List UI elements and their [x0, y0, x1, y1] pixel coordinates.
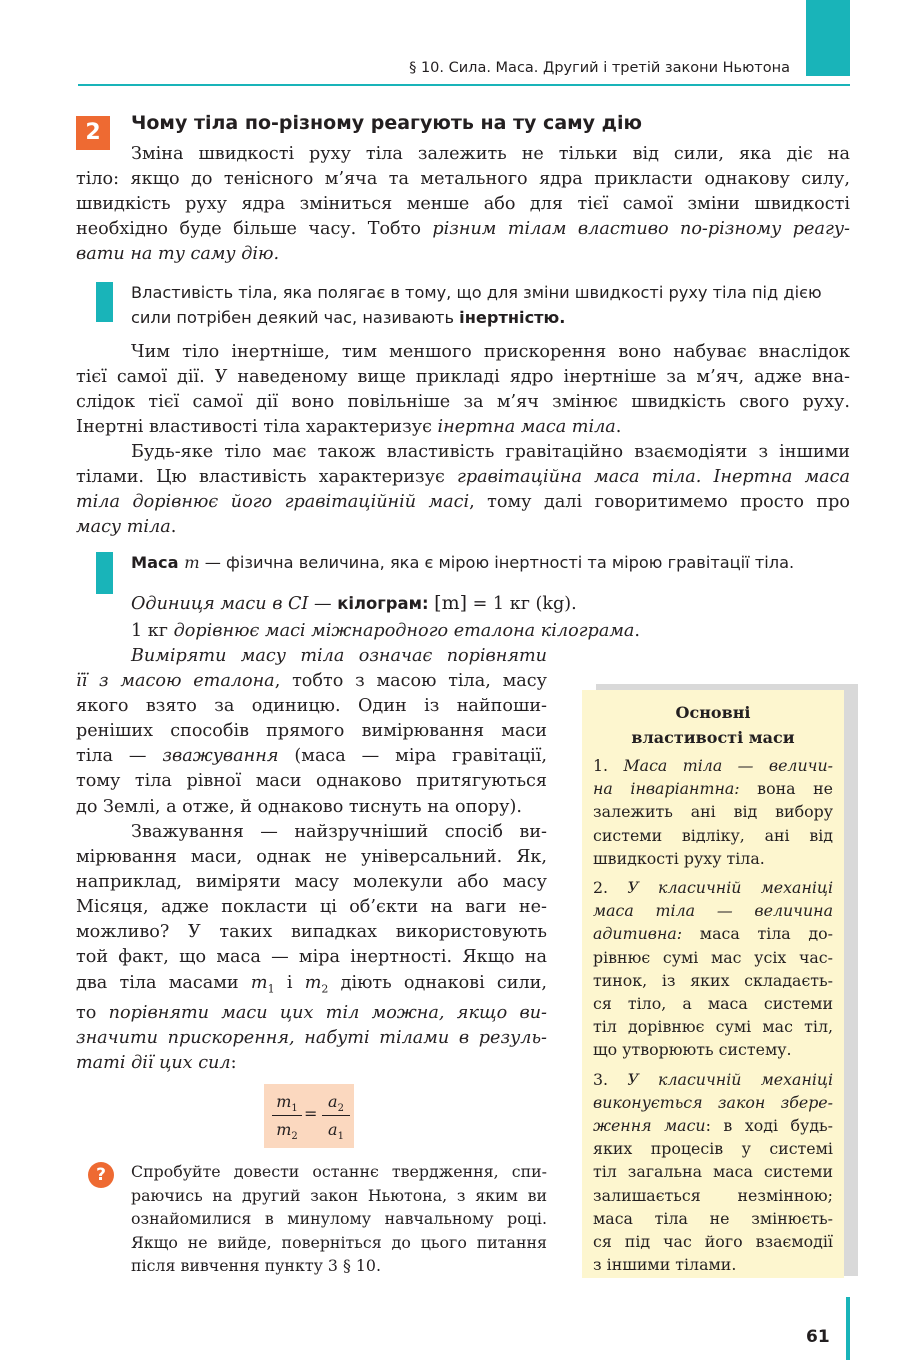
text-line: раючись на другий закон Ньютона, з яким ви — [131, 1185, 547, 1205]
text-line: Зміна швидкості руху тіла залежить не тільки від сили, яка діє на — [131, 144, 850, 164]
text-line: залежить ані від вибору — [593, 802, 833, 822]
text-line: Місяця, адже покласти ці об’єкти на ваги не- — [76, 897, 547, 918]
text-line: тіла — зважування (маса — міра гравітації, — [76, 746, 547, 767]
text-line: то порівняти маси цих тіл можна, якщо ви- — [76, 1003, 548, 1024]
text-line: маса тіла не змінюєть- — [593, 1208, 833, 1228]
paragraph-4 — [76, 644, 547, 820]
text-line: вати на ту саму дію. — [76, 244, 280, 265]
text-line: якого взято за одиницю. Один із найпоши- — [76, 696, 547, 717]
text-line: ження маси: в ході будь- — [593, 1116, 833, 1136]
definition-marker — [96, 552, 113, 594]
section-title: Чому тіла по-різному реагують на ту саму дію — [131, 112, 642, 134]
top-accent-bar — [806, 0, 850, 76]
sidebar-item-2 — [593, 876, 833, 1062]
mass-symbol: m — [184, 553, 200, 572]
sidebar-mass-properties — [582, 690, 844, 1278]
text-line: ся під час його взаємодії — [593, 1232, 833, 1252]
formula-numerator-right: $a_2$ — [328, 1092, 344, 1115]
text-line: масу тіла. — [76, 517, 177, 538]
text-line: мірювання маси, однак не універсальний. Як, — [76, 847, 547, 868]
page-number-rule — [846, 1297, 850, 1360]
paragraph-5 — [76, 820, 547, 1076]
mass-ratio-formula — [264, 1084, 354, 1148]
text-line: тіл дорівнює сумі мас тіл, — [593, 1017, 833, 1037]
text-line: сили потрібен деякий час, називають інертністю. — [131, 308, 566, 327]
sidebar-item-3 — [593, 1068, 833, 1277]
text-line: залишається незмінною; — [593, 1185, 833, 1205]
text-line: ознайомилися в минулому навчальному році. — [131, 1209, 547, 1229]
text-line: адитивна: маса тіла до- — [593, 924, 833, 944]
text-line: два тіла масами $m_1$ і $m_2$ діють однакові сили, — [76, 972, 548, 996]
text-line: Властивість тіла, яка полягає в тому, що для зміни швидкості руху тіла під дією — [131, 283, 822, 302]
text-line: тіла дорівнює його гравітаційній масі, тому далі говоритимемо просто про — [76, 492, 850, 513]
text-line: ся тіло, а маса системи — [593, 994, 833, 1014]
fraction-bar — [272, 1115, 302, 1116]
definition-marker — [96, 282, 113, 322]
running-header: § 10. Сила. Маса. Другий і третій закони Ньютона — [409, 60, 790, 76]
sidebar-item-1 — [593, 754, 833, 870]
formula-equals: = — [304, 1104, 318, 1123]
text-line: Спробуйте довести останнє твердження, спи- — [131, 1162, 547, 1181]
fraction-bar — [322, 1115, 350, 1116]
text-line: з іншими тілами. — [593, 1255, 737, 1275]
text-line: системи відліку, ані від — [593, 825, 833, 845]
text-line: швидкість руху ядра зміниться менше або для тієї самої зміни швидкості — [76, 194, 850, 215]
term-mass: Маса — [131, 553, 185, 572]
kg-definition-line: 1 кг дорівнює масі міжнародного еталона кілограма. — [131, 621, 640, 641]
term-inertia: інертністю. — [459, 308, 566, 327]
text-line: Будь-яке тіло має також властивість гравітаційно взаємодіяти з іншими — [131, 442, 850, 462]
text-line: значити прискорення, набуті тілами в резуль- — [76, 1028, 547, 1049]
text-line: Чим тіло інертніше, тим меншого прискорення воно набуває внаслідок — [131, 342, 850, 362]
paragraph-2 — [76, 340, 850, 440]
definition-inertia — [131, 280, 851, 330]
question-text — [131, 1160, 547, 1278]
text-line: маса тіла — величина — [593, 901, 833, 921]
paragraph-1 — [76, 142, 850, 267]
text-line: 3. У класичній механіці — [593, 1069, 833, 1089]
text-line: тієї самої дії. У наведеному вище прикладі ядро інертніше за м’яч, адже вна- — [76, 367, 850, 388]
text-line: таті дії цих сил: — [76, 1053, 237, 1074]
page-number: 61 — [806, 1327, 830, 1347]
definition-mass: Маса m — фізична величина, яка є мірою інертності та мірою гравітації тіла. — [131, 553, 795, 572]
text-line: тіл загальна маса системи — [593, 1162, 833, 1182]
text-line: швидкості руху тіла. — [593, 848, 765, 868]
formula-numerator-left: $m_1$ — [276, 1092, 298, 1115]
text-line: на інваріантна: вона не — [593, 779, 833, 799]
section-number-badge: 2 — [76, 116, 110, 150]
text-line: тинок, із яких складаєть- — [593, 970, 833, 990]
text-line: Зважування — найзручніший спосіб ви- — [131, 822, 547, 842]
text-line: наприклад, виміряти масу молекули або масу — [76, 872, 547, 893]
text-line: її з масою еталона, тобто з масою тіла, масу — [76, 671, 547, 692]
sidebar-title: властивості маси — [631, 728, 795, 747]
sidebar-title: Основні — [675, 703, 751, 722]
text-line: тілами. Цю властивість характеризує гравітаційна маса тіла. Інертна маса — [76, 467, 850, 488]
text-line: Якщо не вийде, поверніться до цього питання — [131, 1232, 547, 1252]
text-line: тому тіла рівної маси однаково притягуються — [76, 771, 547, 792]
formula-denominator-left: $m_2$ — [276, 1120, 298, 1143]
text-line: той факт, що маса — міра інертності. Якщо на — [76, 947, 547, 968]
text-line: до Землі, а отже, й однаково тиснуть на опору). — [76, 796, 522, 817]
question-icon: ? — [88, 1162, 114, 1188]
text-line: після вивчення пункту 3 § 10. — [131, 1256, 381, 1276]
text-line: тіло: якщо до тенісного м’яча та метального ядра прикласти однакову силу, — [76, 169, 850, 190]
paragraph-3 — [76, 440, 850, 540]
text-line: виконується закон збере- — [593, 1092, 833, 1112]
text-line: Інертні властивості тіла характеризує інертна маса тіла. — [76, 417, 622, 438]
text-line: реніших способів прямого вимірювання маси — [76, 721, 547, 742]
text-line: необхідно буде більше часу. Тобто різним тілам властиво по-різному реагу- — [76, 219, 850, 240]
formula-denominator-right: $a_1$ — [328, 1120, 344, 1143]
text-line: що утворюють систему. — [593, 1040, 792, 1060]
text-line: слідок тієї самої дії воно повільніше за м’яч змінює швидкість свого руху. — [76, 392, 850, 413]
text-line: 1. Маса тіла — величи- — [593, 756, 833, 775]
unit-line: Одиниця маси в СІ — кілограм: [m] = 1 кг (kg). — [131, 592, 577, 614]
text-line: яких процесів у системі — [593, 1139, 833, 1159]
header-rule — [78, 84, 850, 86]
text-line: можливо? У таких випадках використовують — [76, 922, 547, 943]
text-line: рівнює сумі мас усіх час- — [593, 947, 833, 967]
text-line: 2. У класичній механіці — [593, 878, 833, 898]
text-line: Виміряти масу тіла означає порівняти — [131, 646, 547, 666]
